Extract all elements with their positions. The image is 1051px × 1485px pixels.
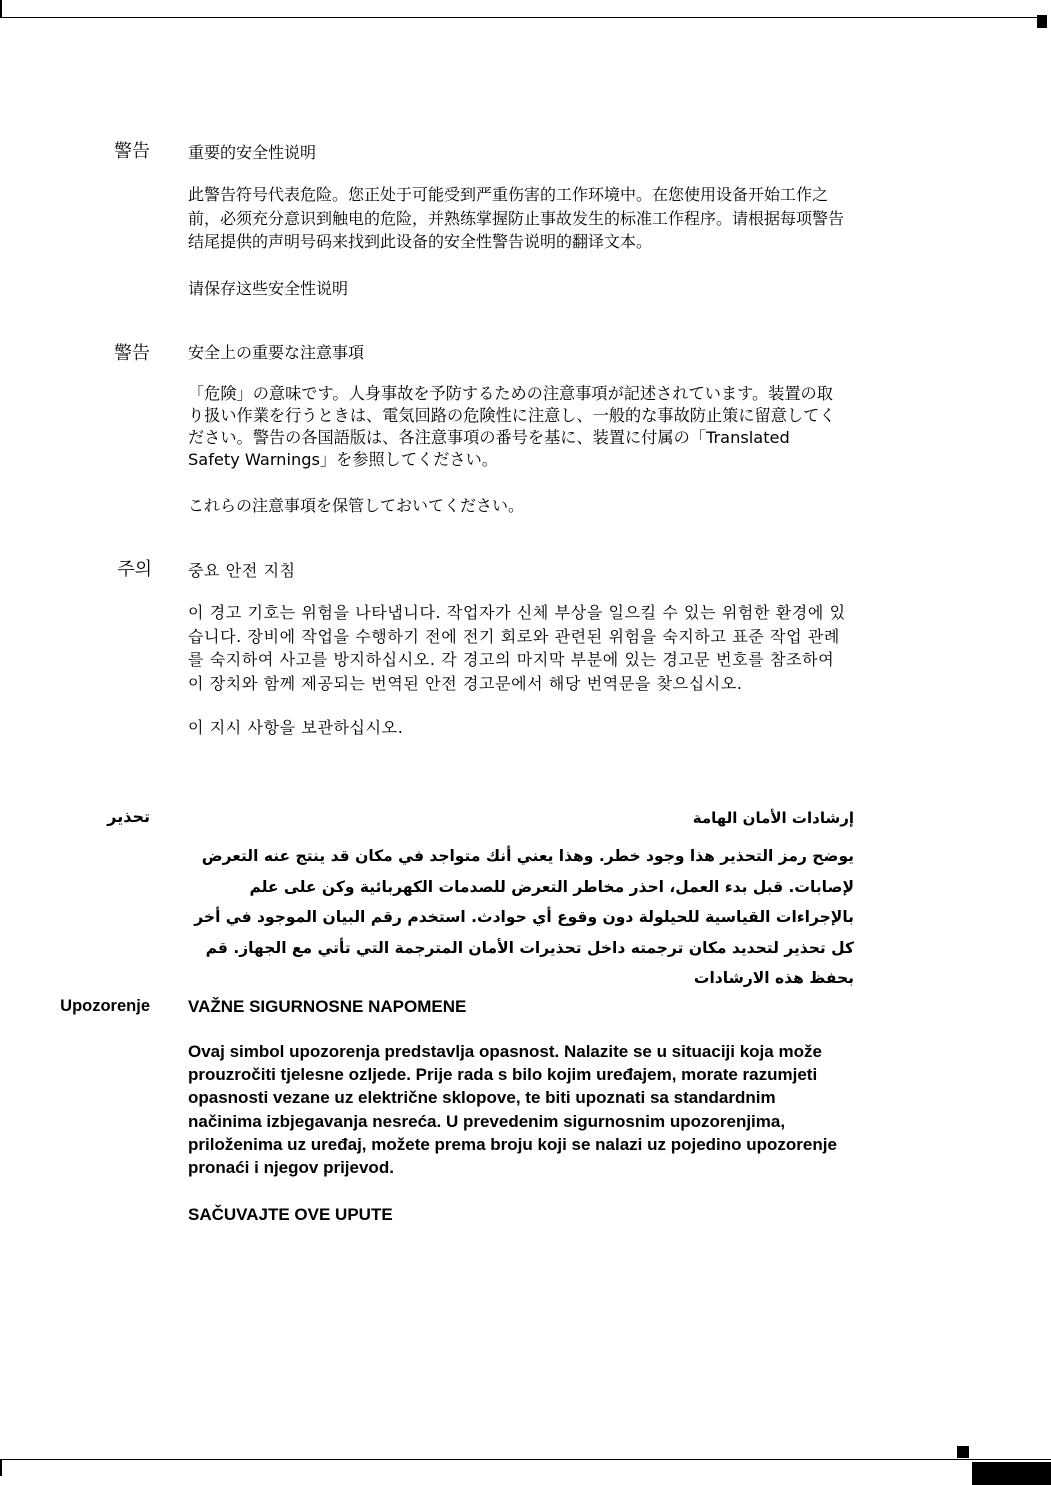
warning-body — [188, 996, 858, 1226]
warning-save-instruction: 이 지시 사항을 보관하십시오. — [188, 718, 404, 737]
warning-label: Upozorenje — [60, 997, 150, 1015]
warning-paragraph: 此警告符号代表危险。您正处于可能受到严重伤害的工作环境中。在您使用设备开始工作之前，必须充分意识到触电的危险，并熟练掌握防止事故发生的标准工作程序。请根据每项警告结尾提供的声明号码来找到此设备的安全性警告说明的翻译文本。 — [188, 185, 845, 251]
warning-heading: 安全上の重要な注意事項 — [188, 343, 365, 362]
warning-paragraph: Ovaj simbol upozorenja predstavlja opasnost. Nalazite se u situaciji koja može prouzročiti tjelesne ozljede. Prije rada s bilo kojim uređajem, morate razumjeti opasnosti vezane uz električne sklopove, te biti upoznati sa standardnim načinima izbjegavanja nesreća. U prevedenim sigurnosnim upozorenjima, priloženima uz uređaj, možete prema broju koji se nalazi uz pojedino upozorenje pronaći i njegov prijevod. — [188, 1042, 837, 1178]
warning-label: 警告 — [114, 141, 150, 162]
warning-heading: 중요 안전 지침 — [188, 561, 296, 580]
warning-label: تحذير — [107, 807, 150, 826]
page-border-bottom-left — [0, 1459, 2, 1476]
warning-save-instruction: SAČUVAJTE OVE UPUTE — [188, 1205, 393, 1225]
page-number-block — [972, 1462, 1051, 1485]
page-border-bottom — [0, 1459, 1051, 1460]
warning-save-instruction: これらの注意事項を保管しておいてください。 — [188, 496, 525, 515]
warning-body — [188, 342, 858, 517]
warning-heading: VAŽNE SIGURNOSNE NAPOMENE — [188, 997, 467, 1016]
page-border-top — [0, 17, 1037, 18]
warning-heading: 重要的安全性说明 — [188, 143, 317, 162]
page-corner-mark-top — [1037, 15, 1047, 28]
warning-body — [188, 142, 858, 300]
warning-body — [188, 560, 858, 739]
warning-body — [186, 807, 854, 994]
warning-paragraph: 이 경고 기호는 위험을 나타냅니다. 작업자가 신체 부상을 일으킬 수 있는 위험한 환경에 있습니다. 장비에 작업을 수행하기 전에 전기 회로와 관련된 위험을 숙지하고 표준 작업 관례를 숙지하여 사고를 방지하십시오. 각 경고의 마지막 부분에 있는 경고문 번호를 참조하여 이 장치와 함께 제공되는 번역된 안전 경고문에서 해당 번역문을 찾으십시오. — [188, 603, 846, 693]
warning-paragraph: يوضح رمز التحذير هذا وجود خطر. وهذا يعني أنك متواجد في مكان قد ينتج عنه التعرض لإصابات. قبل بدء العمل، احذر مخاطر التعرض للصدمات الكهربائية وكن على علم بالإجراءات القياسية للحيلولة دون وقوع أي حوادث. استخدم رقم البيان الموجود في أخر كل تحذير لتحديد مكان ترجمته داخل تحذيرات الأمان المترجمة التي تأتي مع الجهاز. قم بحفظ هذه الارشادات — [194, 847, 854, 987]
warning-label: 주의 — [117, 559, 152, 580]
warning-label: 警告 — [114, 343, 150, 364]
warning-heading: إرشادات الأمان الهامة — [692, 809, 854, 827]
page-corner-mark-bottom — [957, 1446, 969, 1458]
page-border-top-left — [0, 0, 2, 18]
warning-paragraph: 「危険」の意味です。人身事故を予防するための注意事項が記述されています。装置の取り扱い作業を行うときは、電気回路の危険性に注意し、一般的な事故防止策に留意してください。警告の各国語版は、各注意事項の番号を基に、装置に付属の「Translated Safety Warnings」を参照してください。 — [188, 384, 836, 469]
warning-save-instruction: 请保存这些安全性说明 — [188, 278, 349, 298]
